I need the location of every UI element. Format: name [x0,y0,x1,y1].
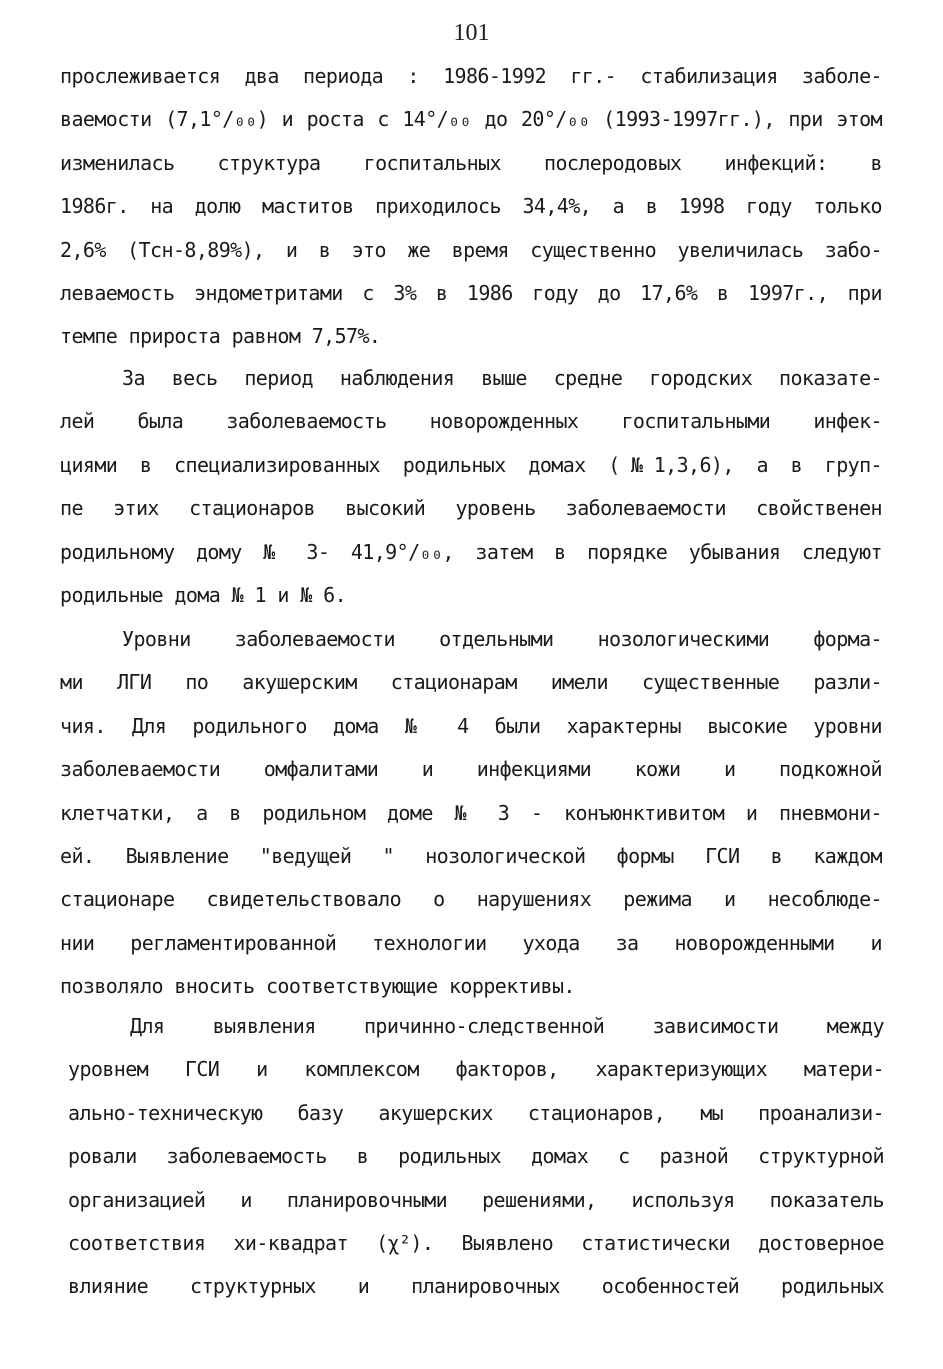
text-line: циями в специализированных родильных домах (№1,3,6), а в груп- [60,452,882,477]
text-line: лей была заболеваемость новорожденных госпитальными инфек- [60,409,882,434]
text-line: леваемость эндометритами с 3% в 1986 году до 17,6% в 1997г., при [60,280,882,305]
text-line: родильному дому № 3- 41,9°/₀₀, затем в порядке убывания следуют [60,539,882,564]
text-line: 2,6% (Тсн-8,89%), и в это же время существенно увеличилась забо- [60,237,882,262]
paragraph-chi-square-analysis [68,1005,884,1309]
text-line: темпе прироста равном 7,57%. [60,324,381,349]
text-line: ей. Выявление "ведущей " нозологической формы ГСИ в каждом [60,843,882,868]
text-line: Для выявления причинно-следственной зависимости между [130,1014,884,1038]
text-line: 1986г. на долю маститов приходилось 34,4%, а в 1998 году только [60,194,882,219]
text-line: уровнем ГСИ и комплексом факторов, характеризующих матери- [68,1057,884,1082]
text-line: ровали заболеваемость в родильных домах с разной структурной [68,1144,884,1169]
paragraph-newborn-morbidity [60,357,882,617]
text-line: пе этих стационаров высокий уровень заболеваемости свойственен [60,496,882,521]
text-line: ми ЛГИ по акушерским стационарам имели существенные разли- [60,670,882,695]
text-line: ально-техническую базу акушерских стационаров, мы проанализи- [68,1100,884,1125]
text-line: ваемости (7,1°/₀₀) и роста с 14°/₀₀ до 20°/₀₀ (1993-1997гг.), при этом [60,107,882,132]
paragraph-nosological-forms [60,618,882,1009]
text-line: изменилась структура госпитальных послеродовых инфекций: в [60,150,882,175]
text-line: соответствия хи-квадрат (χ²). Выявлено статистически достоверное [68,1230,884,1255]
text-line: нии регламентированной технологии ухода за новорожденными и [60,930,882,955]
paragraph-postpartum-infections [60,55,882,359]
text-line: заболеваемости омфалитами и инфекциями кожи и подкожной [60,757,882,782]
text-line: чия. Для родильного дома № 4 были характерны высокие уровни [60,713,882,738]
text-line: родильные дома № 1 и № 6. [60,582,347,607]
text-line: позволяло вносить соответствующие коррективы. [60,974,575,999]
text-line: влияние структурных и планировочных особенностей родильных [68,1274,884,1299]
page-number: 101 [453,20,490,46]
text-line: Уровни заболеваемости отдельными нозологическими форма- [122,627,882,651]
text-line: За весь период наблюдения выше средне городских показате- [122,366,882,390]
text-line: клетчатки, а в родильном доме № 3 - конъюнктивитом и пневмони- [60,800,882,825]
text-line: стационаре свидетельствовало о нарушениях режима и несоблюде- [60,887,882,912]
text-line: организацией и планировочными решениями, используя показатель [68,1187,884,1212]
text-line: прослеживается два периода : 1986-1992 гг.- стабилизация заболе- [60,64,882,88]
